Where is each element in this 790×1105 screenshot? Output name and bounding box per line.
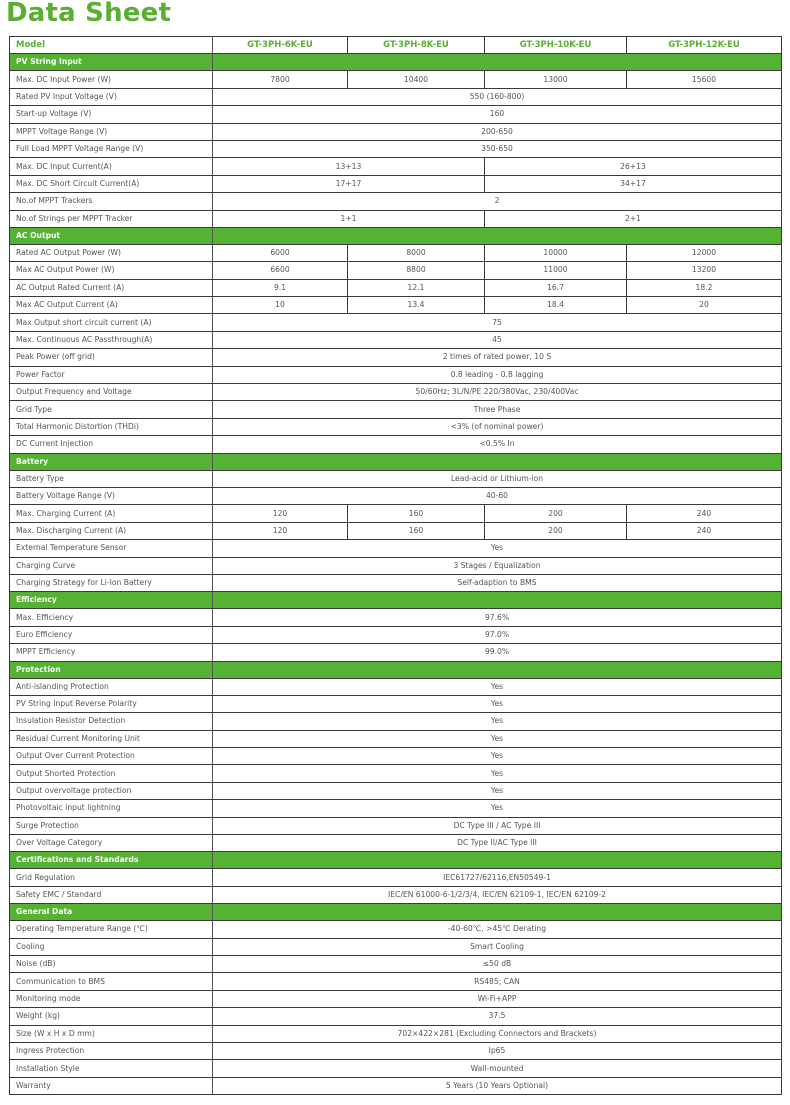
spec-value-all: Wall-mounted xyxy=(213,1060,782,1077)
spec-label: Max. DC Input Power (W) xyxy=(10,71,213,88)
spec-row xyxy=(10,418,782,435)
spec-label: Operating Temperature Range (℃) xyxy=(10,921,213,938)
spec-label: MPPT Voltage Range (V) xyxy=(10,123,213,140)
spec-value-all: 50/60Hz; 3L/N/PE 220/380Vac, 230/400Vac xyxy=(213,384,782,401)
spec-row xyxy=(10,1025,782,1042)
spec-row xyxy=(10,713,782,730)
spec-row xyxy=(10,193,782,210)
spec-row xyxy=(10,765,782,782)
spec-value-all: 97.6% xyxy=(213,609,782,626)
spec-row xyxy=(10,886,782,903)
spec-row xyxy=(10,955,782,972)
spec-row xyxy=(10,331,782,348)
spec-value-all: 200-650 xyxy=(213,123,782,140)
spec-value: 10000 xyxy=(485,244,627,261)
spec-label: Battery Type xyxy=(10,470,213,487)
spec-label: No.of MPPT Trackers xyxy=(10,193,213,210)
spec-row xyxy=(10,487,782,504)
spec-label: Battery Voltage Range (V) xyxy=(10,487,213,504)
spec-value-all: 75 xyxy=(213,314,782,331)
spec-label: Power Factor xyxy=(10,366,213,383)
section-header-protection xyxy=(10,661,782,678)
spec-row xyxy=(10,106,782,123)
spec-row xyxy=(10,644,782,661)
spec-label: Monitoring mode xyxy=(10,990,213,1007)
spec-value: 18.2 xyxy=(627,279,782,296)
spec-row xyxy=(10,574,782,591)
spec-value: 11000 xyxy=(485,262,627,279)
spec-label: Charging Curve xyxy=(10,557,213,574)
datasheet-table xyxy=(9,36,782,1095)
spec-value-all: DC Type II/AC Type III xyxy=(213,835,782,852)
spec-row xyxy=(10,279,782,296)
section-title: Battery xyxy=(10,453,213,470)
spec-value-all: Yes xyxy=(213,713,782,730)
spec-label: Weight (kg) xyxy=(10,1008,213,1025)
spec-value: 10400 xyxy=(348,71,485,88)
spec-value: 12000 xyxy=(627,244,782,261)
spec-value-10k-12k: 2+1 xyxy=(485,210,782,227)
spec-value-all: IEC61727/62116,EN50549-1 xyxy=(213,869,782,886)
spec-value: 20 xyxy=(627,297,782,314)
spec-value-all: 40-60 xyxy=(213,487,782,504)
spec-value-all: 97.0% xyxy=(213,626,782,643)
spec-label: Output Frequency and Voltage xyxy=(10,384,213,401)
spec-row xyxy=(10,869,782,886)
spec-label: Peak Power (off grid) xyxy=(10,349,213,366)
spec-value: 120 xyxy=(213,505,348,522)
model-label: Model xyxy=(10,37,213,54)
spec-value-all: Yes xyxy=(213,678,782,695)
spec-label: Euro Efficiency xyxy=(10,626,213,643)
spec-label: Photovoltaic input lightning xyxy=(10,800,213,817)
spec-row xyxy=(10,262,782,279)
section-header-fill xyxy=(213,904,782,921)
spec-value: 10 xyxy=(213,297,348,314)
spec-value-all: Wi-Fi+APP xyxy=(213,990,782,1007)
spec-value-all: 99.0% xyxy=(213,644,782,661)
spec-row xyxy=(10,470,782,487)
spec-value: 160 xyxy=(348,522,485,539)
spec-value-all: ≤50 dB xyxy=(213,955,782,972)
spec-row xyxy=(10,123,782,140)
model-name: GT-3PH-12K-EU xyxy=(627,37,782,54)
spec-row xyxy=(10,297,782,314)
spec-label: Residual Current Monitoring Unit xyxy=(10,730,213,747)
spec-value-all: 2 xyxy=(213,193,782,210)
section-header-ac-output xyxy=(10,227,782,244)
spec-label: AC Output Rated Current (A) xyxy=(10,279,213,296)
spec-label: Warranty xyxy=(10,1077,213,1094)
spec-row xyxy=(10,158,782,175)
section-header-fill xyxy=(213,54,782,71)
spec-label: Max. Discharging Current (A) xyxy=(10,522,213,539)
spec-label: Over Voltage Category xyxy=(10,835,213,852)
spec-label: MPPT Efficiency xyxy=(10,644,213,661)
spec-value: 9.1 xyxy=(213,279,348,296)
spec-label: PV String Input Reverse Polarity xyxy=(10,695,213,712)
spec-label: Max. DC Input Current(A) xyxy=(10,158,213,175)
spec-value-6k-8k: 17+17 xyxy=(213,175,485,192)
spec-row xyxy=(10,609,782,626)
spec-row xyxy=(10,140,782,157)
spec-value: 6600 xyxy=(213,262,348,279)
spec-value: 200 xyxy=(485,505,627,522)
spec-label: Max Output short circuit current (A) xyxy=(10,314,213,331)
spec-label: Charging Strategy for Li-Ion Battery xyxy=(10,574,213,591)
spec-value: 8000 xyxy=(348,244,485,261)
spec-label: Surge Protection xyxy=(10,817,213,834)
section-header-fill xyxy=(213,661,782,678)
spec-value-all: Self-adaption to BMS xyxy=(213,574,782,591)
spec-label: Communication to BMS xyxy=(10,973,213,990)
spec-value: 18.4 xyxy=(485,297,627,314)
spec-value-6k-8k: 1+1 xyxy=(213,210,485,227)
spec-label: Output Shorted Protection xyxy=(10,765,213,782)
spec-row xyxy=(10,835,782,852)
spec-label: Rated PV Input Voltage (V) xyxy=(10,88,213,105)
spec-row xyxy=(10,695,782,712)
model-header-row xyxy=(10,37,782,54)
spec-value-all: 37.5 xyxy=(213,1008,782,1025)
section-title: AC Output xyxy=(10,227,213,244)
spec-label: Grid Type xyxy=(10,401,213,418)
spec-value-all: <3% (of nominal power) xyxy=(213,418,782,435)
spec-row xyxy=(10,436,782,453)
spec-value: 160 xyxy=(348,505,485,522)
spec-value: 7800 xyxy=(213,71,348,88)
spec-label: Output Over Current Protection xyxy=(10,748,213,765)
spec-label: Cooling xyxy=(10,938,213,955)
spec-value-6k-8k: 13+13 xyxy=(213,158,485,175)
section-title: Efficiency xyxy=(10,592,213,609)
spec-row xyxy=(10,401,782,418)
spec-value-all: 45 xyxy=(213,331,782,348)
spec-value: 6000 xyxy=(213,244,348,261)
spec-value-10k-12k: 26+13 xyxy=(485,158,782,175)
section-header-fill xyxy=(213,453,782,470)
spec-value: 240 xyxy=(627,522,782,539)
spec-label: Output overvoltage protection xyxy=(10,782,213,799)
spec-row xyxy=(10,522,782,539)
spec-row xyxy=(10,244,782,261)
spec-value-all: <0.5% In xyxy=(213,436,782,453)
spec-label: Rated AC Output Power (W) xyxy=(10,244,213,261)
spec-value-all: 702×422×281 (Excluding Connectors and Brackets) xyxy=(213,1025,782,1042)
spec-value-all: Yes xyxy=(213,782,782,799)
spec-label: Start-up Voltage (V) xyxy=(10,106,213,123)
model-name: GT-3PH-8K-EU xyxy=(348,37,485,54)
section-header-fill xyxy=(213,227,782,244)
spec-row xyxy=(10,1008,782,1025)
spec-value: 15600 xyxy=(627,71,782,88)
spec-row xyxy=(10,730,782,747)
spec-value-all: Ip65 xyxy=(213,1042,782,1059)
spec-value: 16.7 xyxy=(485,279,627,296)
spec-label: No.of Strings per MPPT Tracker xyxy=(10,210,213,227)
section-header-general-data xyxy=(10,904,782,921)
spec-value-all: 0.8 leading - 0.8 lagging xyxy=(213,366,782,383)
spec-row xyxy=(10,990,782,1007)
spec-value-all: Yes xyxy=(213,800,782,817)
spec-row xyxy=(10,973,782,990)
spec-value: 13200 xyxy=(627,262,782,279)
spec-value-all: 550 (160-800) xyxy=(213,88,782,105)
spec-row xyxy=(10,782,782,799)
spec-row xyxy=(10,626,782,643)
spec-label: Total Harmonic Distortion (THDi) xyxy=(10,418,213,435)
spec-row xyxy=(10,748,782,765)
spec-label: Ingress Protection xyxy=(10,1042,213,1059)
spec-label: Anti-islanding Protection xyxy=(10,678,213,695)
spec-label: Size (W x H x D mm) xyxy=(10,1025,213,1042)
spec-value: 12.1 xyxy=(348,279,485,296)
spec-value-all: IEC/EN 61000-6-1/2/3/4, IEC/EN 62109-1, IEC/EN 62109-2 xyxy=(213,886,782,903)
spec-row xyxy=(10,366,782,383)
section-header-fill xyxy=(213,592,782,609)
spec-label: Max. DC Short Circuit Current(A) xyxy=(10,175,213,192)
spec-row xyxy=(10,71,782,88)
spec-label: Max. Charging Current (A) xyxy=(10,505,213,522)
spec-row xyxy=(10,349,782,366)
section-header-battery xyxy=(10,453,782,470)
spec-value-all: 5 Years (10 Years Optional) xyxy=(213,1077,782,1094)
section-header-fill xyxy=(213,852,782,869)
spec-value: 13000 xyxy=(485,71,627,88)
spec-value-all: DC Type III / AC Type III xyxy=(213,817,782,834)
spec-value: 240 xyxy=(627,505,782,522)
model-name: GT-3PH-10K-EU xyxy=(485,37,627,54)
spec-row xyxy=(10,314,782,331)
page-title: Data Sheet xyxy=(6,0,172,28)
spec-row xyxy=(10,505,782,522)
spec-value-all: Yes xyxy=(213,540,782,557)
spec-row xyxy=(10,88,782,105)
spec-value-all: RS485; CAN xyxy=(213,973,782,990)
spec-row xyxy=(10,210,782,227)
spec-label: Grid Regulation xyxy=(10,869,213,886)
spec-value-all: 2 times of rated power, 10 S xyxy=(213,349,782,366)
spec-row xyxy=(10,540,782,557)
section-title: PV String Input xyxy=(10,54,213,71)
section-title: Certifications and Standards xyxy=(10,852,213,869)
spec-label: Max. Efficiency xyxy=(10,609,213,626)
section-title: General Data xyxy=(10,904,213,921)
spec-value-10k-12k: 34+17 xyxy=(485,175,782,192)
spec-value-all: 3 Stages / Equalization xyxy=(213,557,782,574)
section-title: Protection xyxy=(10,661,213,678)
spec-value-all: Yes xyxy=(213,765,782,782)
spec-value-all: -40-60℃, >45℃ Derating xyxy=(213,921,782,938)
spec-row xyxy=(10,1042,782,1059)
spec-label: Noise (dB) xyxy=(10,955,213,972)
spec-row xyxy=(10,1077,782,1094)
spec-row xyxy=(10,557,782,574)
section-header-efficiency xyxy=(10,592,782,609)
spec-value-all: Yes xyxy=(213,695,782,712)
spec-label: Installation Style xyxy=(10,1060,213,1077)
spec-label: Max. Continuous AC Passthrough(A) xyxy=(10,331,213,348)
spec-row xyxy=(10,800,782,817)
spec-row xyxy=(10,921,782,938)
spec-row xyxy=(10,175,782,192)
spec-label: Full Load MPPT Voltage Range (V) xyxy=(10,140,213,157)
spec-value: 200 xyxy=(485,522,627,539)
spec-label: Insulation Resistor Detection xyxy=(10,713,213,730)
spec-value-all: Yes xyxy=(213,730,782,747)
spec-value-all: 350-650 xyxy=(213,140,782,157)
spec-value: 8800 xyxy=(348,262,485,279)
spec-label: Max AC Output Power (W) xyxy=(10,262,213,279)
spec-row xyxy=(10,817,782,834)
spec-value-all: 160 xyxy=(213,106,782,123)
spec-value: 13.4 xyxy=(348,297,485,314)
section-header-pv-string-input xyxy=(10,54,782,71)
spec-label: Safety EMC / Standard xyxy=(10,886,213,903)
spec-row xyxy=(10,1060,782,1077)
spec-value-all: Lead-acid or Lithium-ion xyxy=(213,470,782,487)
spec-value: 120 xyxy=(213,522,348,539)
spec-row xyxy=(10,384,782,401)
spec-label: DC Current Injection xyxy=(10,436,213,453)
spec-value-all: Smart Cooling xyxy=(213,938,782,955)
datasheet-body xyxy=(10,37,782,1095)
model-name: GT-3PH-6K-EU xyxy=(213,37,348,54)
spec-value-all: Three Phase xyxy=(213,401,782,418)
spec-label: External Temperature Sensor xyxy=(10,540,213,557)
spec-value-all: Yes xyxy=(213,748,782,765)
spec-label: Max AC Output Current (A) xyxy=(10,297,213,314)
section-header-certifications-and-standards xyxy=(10,852,782,869)
spec-row xyxy=(10,678,782,695)
spec-row xyxy=(10,938,782,955)
